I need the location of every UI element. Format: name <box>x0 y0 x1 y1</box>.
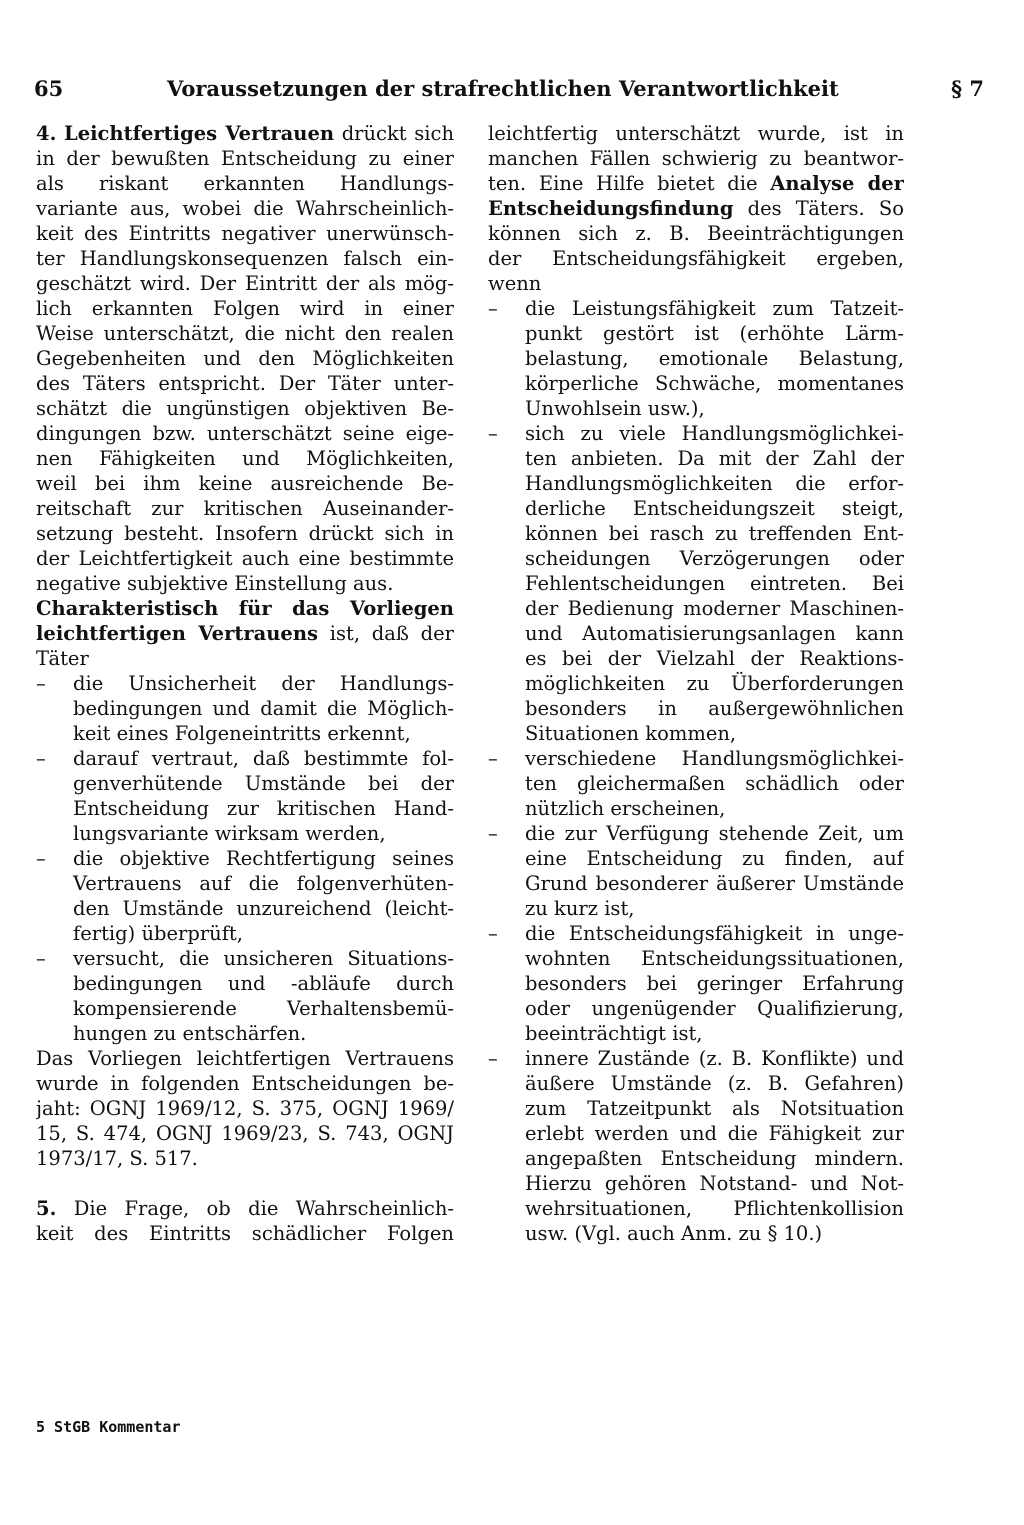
list-item-line <box>488 296 904 321</box>
text-run: weil bei ihm keine ausreichende Be- <box>36 472 454 495</box>
text-run: jaht: OGNJ 1969/12, S. 375, OGNJ 1969/ <box>36 1097 454 1120</box>
bold-term: 4. <box>36 122 57 145</box>
text-run: 1973/17, S. 517. <box>36 1147 198 1170</box>
text-line <box>488 246 904 271</box>
text-run: ist, daß der <box>318 622 454 645</box>
text-line <box>36 571 454 596</box>
text-run: Gegebenheiten und den Möglichkeiten <box>36 347 454 370</box>
left-column <box>36 121 454 1246</box>
text-line <box>36 421 454 446</box>
section-number: § 7 <box>951 76 984 101</box>
text-line <box>36 1046 454 1071</box>
text-run: eine Entscheidung zu finden, auf <box>525 847 904 870</box>
text-line <box>36 821 454 846</box>
text-run: Die Frage, ob die Wahrscheinlich- <box>56 1197 454 1220</box>
text-run <box>56 122 64 145</box>
text-line <box>36 646 454 671</box>
text-run: innere Zustände (z. B. Konflikte) und <box>525 1047 904 1070</box>
text-line <box>488 521 904 546</box>
text-line <box>36 996 454 1021</box>
text-run: punkt gestört ist (erhöhte Lärm- <box>525 322 904 345</box>
text-run: belastung, emotionale Belastung, <box>525 347 904 370</box>
text-run: ten anbieten. Da mit der Zahl der <box>525 447 904 470</box>
text-run: variante aus, wobei die Wahrscheinlich- <box>36 197 454 220</box>
text-line <box>36 396 454 421</box>
text-line <box>488 896 904 921</box>
text-line <box>36 246 454 271</box>
text-line <box>36 1221 454 1246</box>
text-line <box>36 471 454 496</box>
text-run: keit des Eintritts schädlicher Folgen <box>36 1222 454 1245</box>
text-run: möglichkeiten zu Überforderungen <box>525 672 904 695</box>
text-run: keit eines Folgeneintritts erkennt, <box>73 722 411 745</box>
text-line <box>36 871 454 896</box>
list-item-line <box>488 1046 904 1071</box>
text-run: genverhütende Umstände bei der <box>73 772 454 795</box>
text-line <box>488 496 904 521</box>
text-line <box>36 171 454 196</box>
text-run: Vertrauens auf die folgenverhüten- <box>73 872 454 895</box>
text-run: des Täters. So <box>733 197 904 220</box>
text-run: usw. (Vgl. auch Anm. zu § 10.) <box>525 1222 823 1245</box>
text-line <box>36 696 454 721</box>
text-line <box>488 171 904 196</box>
text-line <box>36 721 454 746</box>
text-line <box>36 596 454 621</box>
text-line <box>488 846 904 871</box>
text-line <box>36 371 454 396</box>
text-run: ter Handlungskonsequenzen falsch ein- <box>36 247 454 270</box>
text-run: verschiedene Handlungsmöglichkei- <box>525 747 904 770</box>
text-run: 15, S. 474, OGNJ 1969/23, S. 743, OGNJ <box>36 1122 454 1145</box>
text-run: dingungen bzw. unterschätzt seine eige- <box>36 422 454 445</box>
text-line <box>36 146 454 171</box>
text-line <box>488 971 904 996</box>
text-line <box>36 221 454 246</box>
text-line <box>488 1121 904 1146</box>
text-line <box>488 671 904 696</box>
text-run: leichtfertig unterschätzt wurde, ist in <box>488 122 904 145</box>
text-run: geschätzt wird. Der Eintritt der als mög- <box>36 272 454 295</box>
text-line <box>488 1146 904 1171</box>
text-line <box>488 1171 904 1196</box>
list-item-line <box>36 671 454 696</box>
text-run: manchen Fällen schwierig zu beantwor- <box>488 147 904 170</box>
text-run: wurde in folgenden Entscheidungen be- <box>36 1072 454 1095</box>
text-run: die objektive Rechtfertigung seines <box>73 847 454 870</box>
text-run: des Täters entspricht. Der Täter unter- <box>36 372 454 395</box>
text-line <box>36 771 454 796</box>
text-line <box>488 221 904 246</box>
text-line <box>488 271 904 296</box>
text-line <box>488 946 904 971</box>
text-run: darauf vertraut, daß bestimmte fol- <box>73 747 454 770</box>
text-line <box>488 1071 904 1096</box>
text-line <box>36 921 454 946</box>
text-run: scheidungen Verzögerungen oder <box>525 547 904 570</box>
text-line <box>36 296 454 321</box>
text-line <box>36 196 454 221</box>
bold-term: Entscheidungsfindung <box>488 197 734 220</box>
text-run: kompensierende Verhaltensbemü- <box>73 997 454 1020</box>
running-header <box>34 74 984 104</box>
list-item-line <box>488 821 904 846</box>
bold-term: 5. <box>36 1197 57 1220</box>
text-run: erlebt werden und die Fähigkeit zur <box>525 1122 904 1145</box>
text-run: schätzt die ungünstigen objektiven Be- <box>36 397 454 420</box>
text-line <box>36 796 454 821</box>
text-run: nützlich erscheinen, <box>525 797 726 820</box>
text-run: der Entscheidungsfähigkeit ergeben, <box>488 247 904 270</box>
text-line <box>488 1221 904 1246</box>
right-column <box>488 121 904 1246</box>
text-run: die Leistungsfähigkeit zum Tatzeit- <box>525 297 904 320</box>
page-footer: 5 StGB Kommentar <box>36 1418 181 1436</box>
text-run: drückt sich <box>334 122 454 145</box>
page-number: 65 <box>34 76 64 101</box>
text-line <box>488 721 904 746</box>
list-item-line <box>36 746 454 771</box>
text-line <box>488 1196 904 1221</box>
text-line <box>488 696 904 721</box>
text-run: wenn <box>488 272 542 295</box>
text-line <box>488 621 904 646</box>
text-run: keit des Eintritts negativer unerwünsch- <box>36 222 454 245</box>
list-item-line <box>36 946 454 971</box>
text-run: hungen zu entschärfen. <box>73 1022 307 1045</box>
paragraph-gap <box>36 1171 454 1196</box>
text-run: in der bewußten Entscheidung zu einer <box>36 147 454 170</box>
text-run: setzung besteht. Insofern drückt sich in <box>36 522 454 545</box>
text-line <box>36 1196 454 1221</box>
text-run: die Entscheidungsfähigkeit in unge- <box>525 922 904 945</box>
text-run: oder ungenügender Qualifizierung, <box>525 997 904 1020</box>
bold-term: Leichtfertiges Vertrauen <box>64 122 335 145</box>
text-line <box>488 446 904 471</box>
text-line <box>488 546 904 571</box>
text-line <box>488 571 904 596</box>
text-run: Hierzu gehören Notstand- und Not- <box>525 1172 904 1195</box>
text-run: nen Fähigkeiten und Möglichkeiten, <box>36 447 454 470</box>
text-run: Weise unterschätzt, die nicht den realen <box>36 322 454 345</box>
text-line <box>488 146 904 171</box>
text-run: wohnten Entscheidungssituationen, <box>525 947 904 970</box>
list-item-line <box>488 921 904 946</box>
text-line <box>488 196 904 221</box>
text-run: sich zu viele Handlungsmöglichkei- <box>525 422 904 445</box>
text-line <box>36 1021 454 1046</box>
text-line <box>488 646 904 671</box>
bold-term: leichtfertigen Vertrauens <box>36 622 318 645</box>
list-item-line <box>488 421 904 446</box>
bold-term: Analyse der <box>770 172 904 195</box>
text-line <box>36 521 454 546</box>
text-run: können bei rasch zu treffenden Ent- <box>525 522 904 545</box>
text-run: zu kurz ist, <box>525 897 635 920</box>
text-run: und Automatisierungsanlagen kann <box>525 622 904 645</box>
text-line <box>488 346 904 371</box>
text-line <box>488 471 904 496</box>
text-run: besonders in außergewöhnlichen <box>525 697 904 720</box>
text-run: wehrsituationen, Pflichtenkollision <box>525 1197 904 1220</box>
text-line <box>36 321 454 346</box>
text-run: die Unsicherheit der Handlungs- <box>73 672 454 695</box>
text-run: den Umstände unzureichend (leicht- <box>73 897 454 920</box>
text-run: negative subjektive Einstellung aus. <box>36 572 394 595</box>
text-line <box>488 596 904 621</box>
running-title: Voraussetzungen der strafrechtlichen Verantwortlichkeit <box>167 76 839 101</box>
text-line <box>488 321 904 346</box>
text-run: lungsvariante wirksam werden, <box>73 822 386 845</box>
text-line <box>36 1121 454 1146</box>
text-line <box>36 346 454 371</box>
text-line <box>36 896 454 921</box>
text-line <box>36 1096 454 1121</box>
text-run: ten. Eine Hilfe bietet die <box>488 172 771 195</box>
text-line <box>488 121 904 146</box>
text-run: der Bedienung moderner Maschinen- <box>525 597 904 620</box>
text-run: als riskant erkannten Handlungs- <box>36 172 454 195</box>
text-run: bedingungen und damit die Möglich- <box>73 697 454 720</box>
text-line <box>488 771 904 796</box>
text-run: die zur Verfügung stehende Zeit, um <box>525 822 904 845</box>
text-line <box>488 796 904 821</box>
text-run: es bei der Vielzahl der Reaktions- <box>525 647 904 670</box>
text-line <box>36 496 454 521</box>
text-run: Entscheidung zur kritischen Hand- <box>73 797 454 820</box>
text-run: körperliche Schwäche, momentanes <box>525 372 904 395</box>
text-line <box>36 271 454 296</box>
text-line <box>36 446 454 471</box>
text-run: beeinträchtigt ist, <box>525 1022 703 1045</box>
text-run: lich erkannten Folgen wird in einer <box>36 297 454 320</box>
text-line <box>488 871 904 896</box>
text-run: zum Tatzeitpunkt als Notsituation <box>525 1097 904 1120</box>
text-run: bedingungen und -abläufe durch <box>73 972 454 995</box>
text-run: versucht, die unsicheren Situations- <box>73 947 454 970</box>
text-line <box>36 971 454 996</box>
text-line <box>36 621 454 646</box>
text-line <box>36 121 454 146</box>
list-item-line <box>36 846 454 871</box>
text-line <box>488 996 904 1021</box>
text-run: fertig) überprüft, <box>73 922 243 945</box>
text-run: Handlungsmöglichkeiten die erfor- <box>525 472 904 495</box>
text-run: reitschaft zur kritischen Auseinander- <box>36 497 454 520</box>
text-run: Situationen kommen, <box>525 722 737 745</box>
text-run: Das Vorliegen leichtfertigen Vertrauens <box>36 1047 454 1070</box>
text-run: angepaßten Entscheidung mindern. <box>525 1147 904 1170</box>
text-run: Fehlentscheidungen eintreten. Bei <box>525 572 904 595</box>
text-line <box>488 396 904 421</box>
text-line <box>36 1146 454 1171</box>
list-item-line <box>488 746 904 771</box>
text-line <box>488 371 904 396</box>
text-line <box>488 1096 904 1121</box>
text-run: der Leichtfertigkeit auch eine bestimmte <box>36 547 454 570</box>
text-run: Unwohlsein usw.), <box>525 397 705 420</box>
text-run: besonders bei geringer Erfahrung <box>525 972 904 995</box>
bold-term: Charakteristisch für das Vorliegen <box>36 597 454 620</box>
text-run: Täter <box>36 647 89 670</box>
text-line <box>36 1071 454 1096</box>
text-line <box>36 546 454 571</box>
text-line <box>488 1021 904 1046</box>
text-run: Grund besonderer äußerer Umstände <box>525 872 904 895</box>
text-run: derliche Entscheidungszeit steigt, <box>525 497 904 520</box>
text-run: ten gleichermaßen schädlich oder <box>525 772 904 795</box>
text-run: können sich z. B. Beeinträchtigungen <box>488 222 904 245</box>
text-run: äußere Umstände (z. B. Gefahren) <box>525 1072 904 1095</box>
